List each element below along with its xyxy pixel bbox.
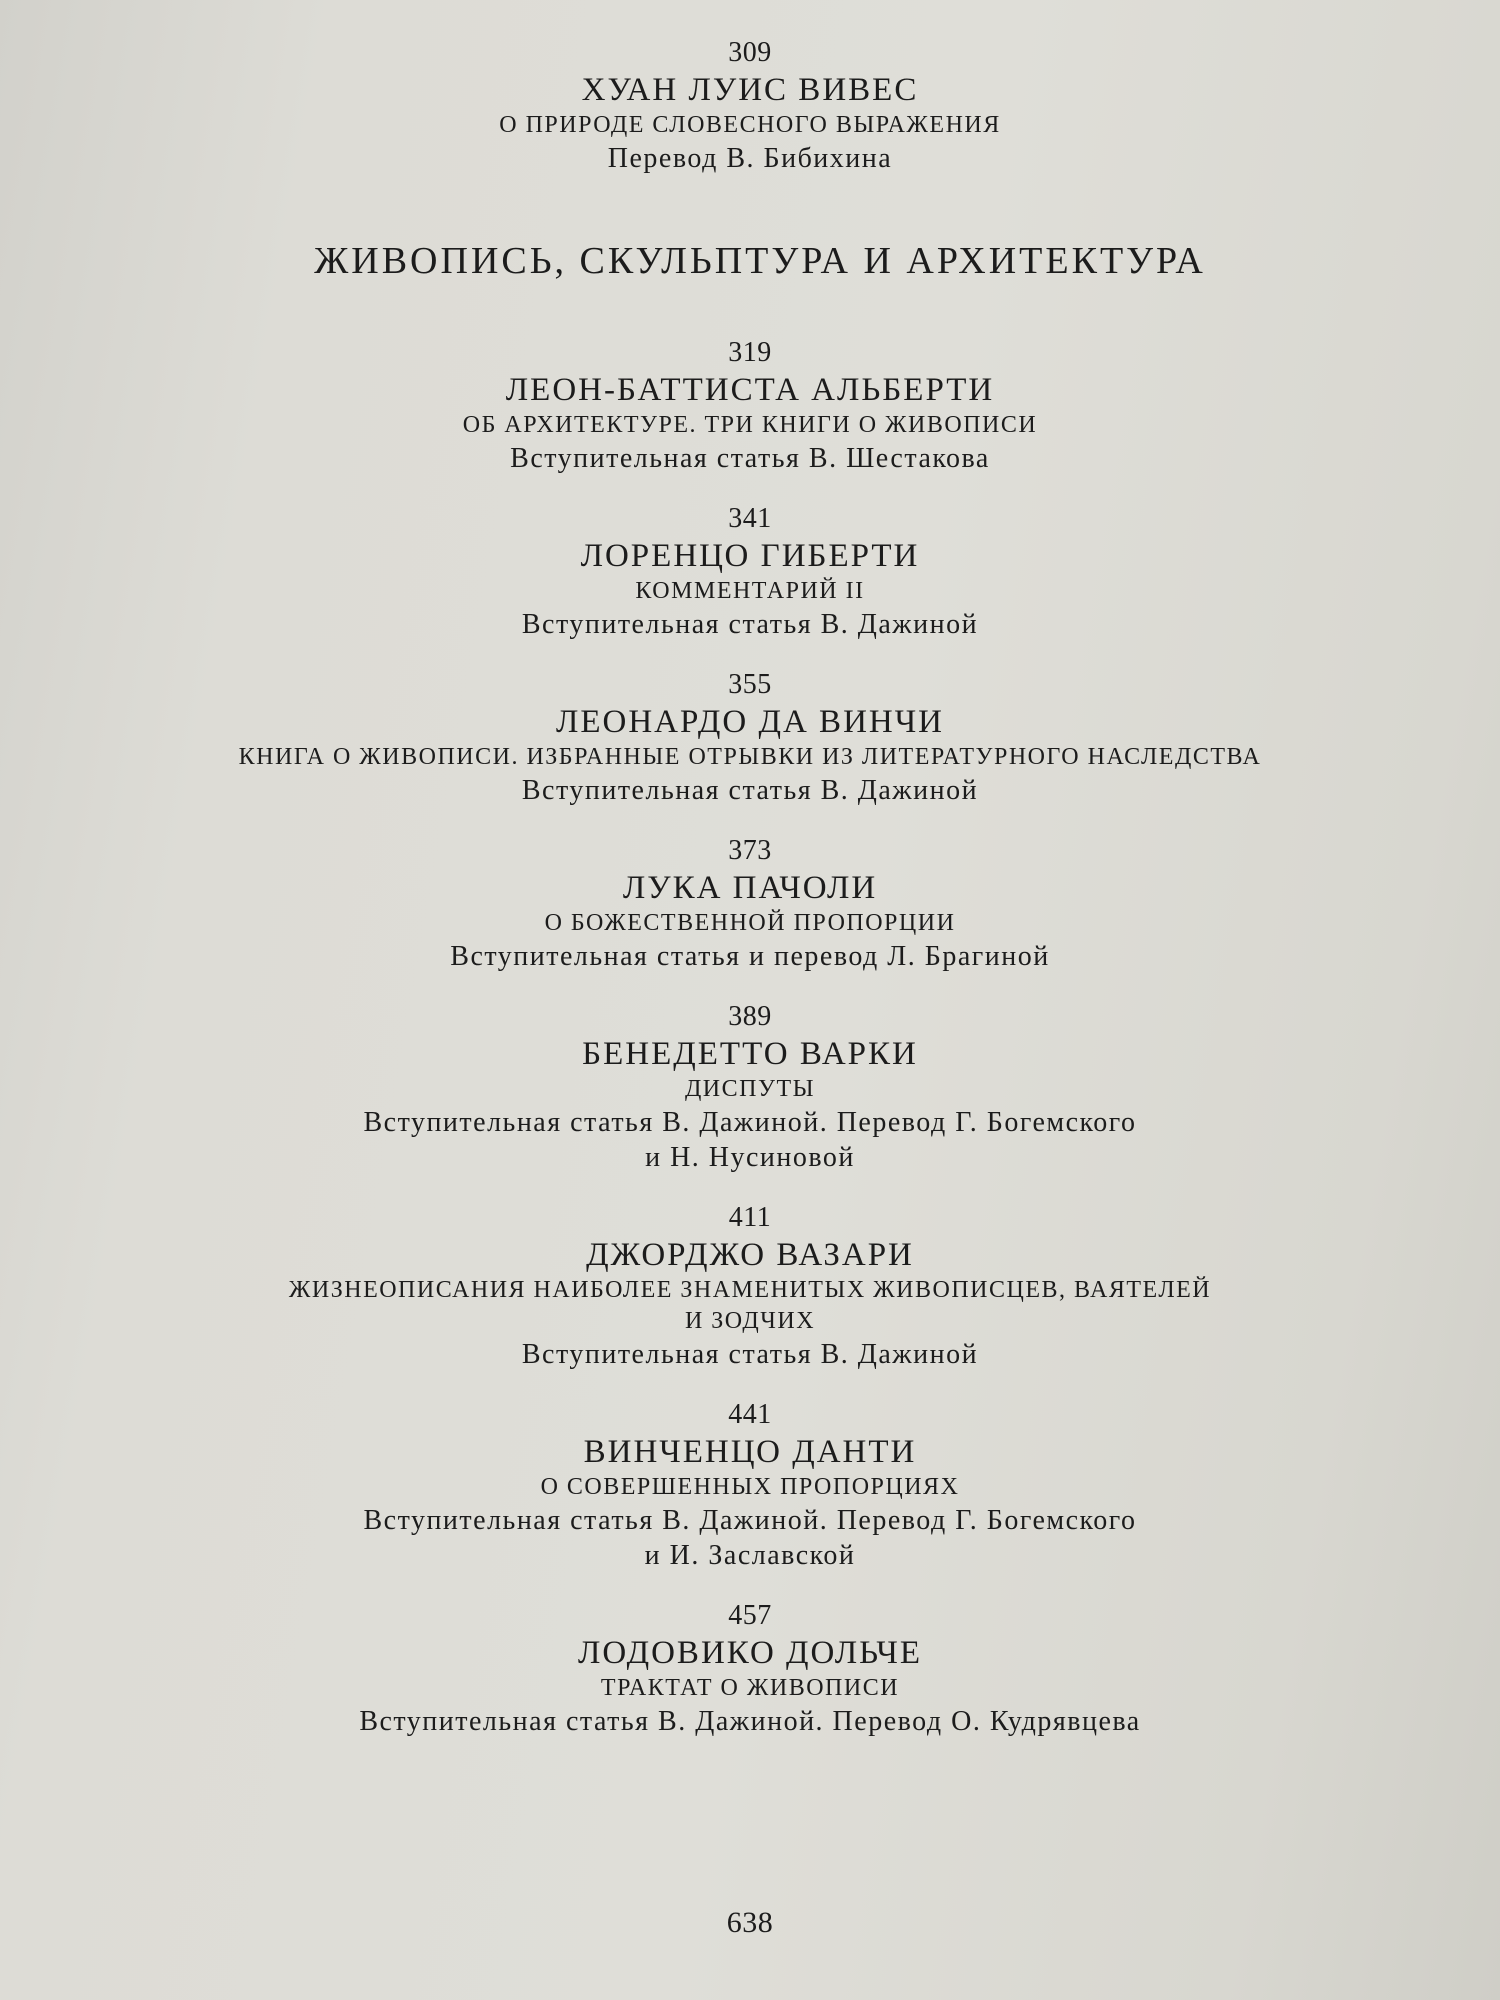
toc-page-number: 319 — [728, 337, 772, 368]
toc-work-title: ДИСПУТЫ — [684, 1076, 816, 1102]
toc-credit: Вступительная статья В. Дажиной. Перевод О. Кудрявцева — [359, 1706, 1141, 1737]
toc-author: ХУАН ЛУИС ВИВЕС — [581, 72, 919, 108]
toc-author: ЛЕОН-БАТТИСТА АЛЬБЕРТИ — [505, 372, 995, 408]
toc-page-number: 309 — [728, 37, 772, 68]
toc-page-number: 341 — [728, 503, 772, 534]
toc-author: ЛОДОВИКО ДОЛЬЧЕ — [578, 1635, 922, 1671]
toc-entry-danti — [0, 1398, 1500, 1573]
toc-work-title: О ПРИРОДЕ СЛОВЕСНОГО ВЫРАЖЕНИЯ — [499, 112, 1001, 138]
toc-credit: Вступительная статья и перевод Л. Брагиной — [450, 941, 1050, 972]
toc-entry-ghiberti — [0, 502, 1500, 642]
toc-entry-pacioli — [0, 834, 1500, 974]
section-heading: ЖИВОПИСЬ, СКУЛЬПТУРА И АРХИТЕКТУРА — [314, 240, 1206, 282]
table-of-contents — [0, 36, 1500, 1739]
toc-page-number: 373 — [728, 835, 772, 866]
toc-page-number: 441 — [728, 1399, 772, 1430]
toc-work-title: КОММЕНТАРИЙ II — [635, 578, 865, 604]
toc-work-title: О СОВЕРШЕННЫХ ПРОПОРЦИЯХ — [540, 1474, 960, 1500]
toc-page-number: 411 — [728, 1202, 772, 1233]
toc-entry-leonardo — [0, 668, 1500, 808]
toc-credit: Вступительная статья В. Дажиной — [521, 775, 979, 806]
toc-author: ЛОРЕНЦО ГИБЕРТИ — [580, 538, 920, 574]
toc-page-number: 389 — [728, 1001, 772, 1032]
toc-credit: Вступительная статья В. Дажиной. Перевод Г. Богемского — [363, 1107, 1137, 1138]
toc-work-title: ЖИЗНЕОПИСАНИЯ НАИБОЛЕЕ ЗНАМЕНИТЫХ ЖИВОПИСЦЕВ, ВАЯТЕЛЕЙ — [288, 1277, 1212, 1303]
toc-credit: Вступительная статья В. Дажиной. Перевод Г. Богемского — [363, 1505, 1137, 1536]
toc-credit: Вступительная статья В. Шестакова — [510, 443, 990, 474]
toc-credit: Вступительная статья В. Дажиной — [521, 609, 979, 640]
toc-work-title: КНИГА О ЖИВОПИСИ. ИЗБРАННЫЕ ОТРЫВКИ ИЗ ЛИТЕРАТУРНОГО НАСЛЕДСТВА — [238, 744, 1262, 770]
toc-credit-continued: и Н. Нусиновой — [645, 1142, 855, 1173]
toc-credit: Перевод В. Бибихина — [607, 143, 893, 174]
page-footer-number: 638 — [726, 1906, 774, 1939]
toc-entry-dolce — [0, 1599, 1500, 1739]
toc-work-title: О БОЖЕСТВЕННОЙ ПРОПОРЦИИ — [544, 910, 956, 936]
toc-work-title: ОБ АРХИТЕКТУРЕ. ТРИ КНИГИ О ЖИВОПИСИ — [462, 412, 1038, 438]
toc-entry-varchi — [0, 1000, 1500, 1175]
toc-entry-alberti — [0, 336, 1500, 476]
toc-author: ВИНЧЕНЦО ДАНТИ — [583, 1434, 917, 1470]
toc-work-title: ТРАКТАТ О ЖИВОПИСИ — [600, 1675, 900, 1701]
toc-credit: Вступительная статья В. Дажиной — [521, 1339, 979, 1370]
toc-credit-continued: и И. Заславской — [644, 1540, 856, 1571]
toc-author: ЛУКА ПАЧОЛИ — [622, 870, 878, 906]
toc-work-title-continued: И ЗОДЧИХ — [684, 1308, 816, 1334]
toc-author: ЛЕОНАРДО ДА ВИНЧИ — [555, 704, 945, 740]
toc-author: ДЖОРДЖО ВАЗАРИ — [586, 1237, 914, 1273]
toc-author: БЕНЕДЕТТО ВАРКИ — [582, 1036, 918, 1072]
toc-entry-vives — [0, 36, 1500, 176]
toc-page-number: 355 — [728, 669, 772, 700]
toc-entry-vasari — [0, 1201, 1500, 1372]
toc-page-number: 457 — [728, 1600, 772, 1631]
